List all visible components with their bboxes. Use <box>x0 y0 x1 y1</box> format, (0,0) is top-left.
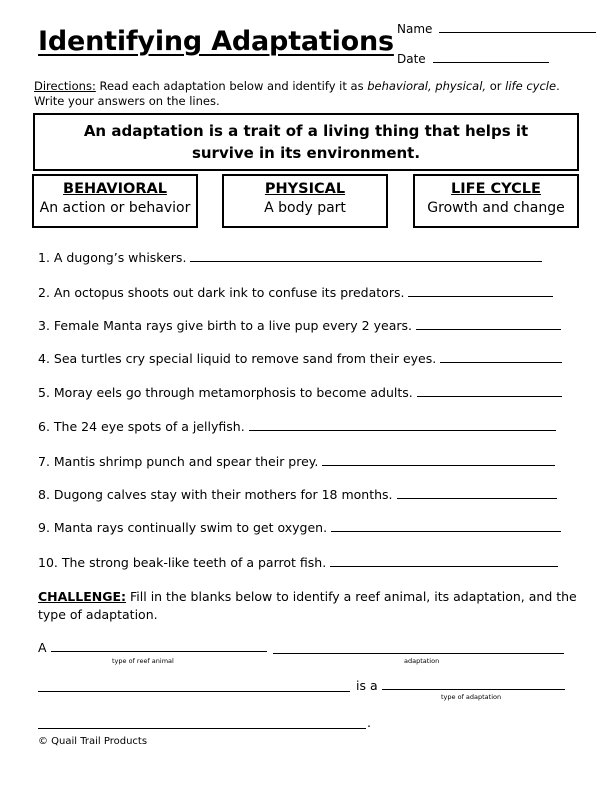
answer-line[interactable] <box>322 465 555 466</box>
name-field <box>397 22 596 36</box>
answer-line[interactable] <box>331 531 561 532</box>
question-5 <box>38 385 562 400</box>
caption-type: type of adaptation <box>441 693 502 701</box>
question-9 <box>38 520 561 535</box>
challenge <box>38 588 578 624</box>
fill-a: A <box>38 640 47 655</box>
fill-row-2 <box>356 678 565 693</box>
date-blank[interactable] <box>433 62 549 63</box>
fill-period: . <box>367 715 371 730</box>
answer-line[interactable] <box>249 430 556 431</box>
final-blank[interactable] <box>38 728 366 729</box>
category-desc: An action or behavior <box>39 200 191 216</box>
question-text: 6. The 24 eye spots of a jellyfish. <box>38 419 245 434</box>
answer-line[interactable] <box>397 498 557 499</box>
definition-box <box>33 113 579 171</box>
answer-line[interactable] <box>190 261 542 262</box>
answer-line[interactable] <box>416 329 561 330</box>
reef-animal-blank[interactable] <box>51 651 267 652</box>
question-6 <box>38 419 556 434</box>
directions-label: Directions: <box>34 79 96 93</box>
category-title: BEHAVIORAL <box>63 181 167 197</box>
challenge-label: CHALLENGE: <box>38 589 127 604</box>
category-title: PHYSICAL <box>264 181 346 197</box>
category-desc: Growth and change <box>427 200 565 216</box>
question-4 <box>38 351 562 366</box>
directions <box>34 79 584 109</box>
question-3 <box>38 318 561 333</box>
answer-line[interactable] <box>408 296 553 297</box>
directions-term: behavioral, physical, <box>367 79 487 93</box>
question-7 <box>38 454 555 469</box>
directions-text: . Write your answers on the lines. <box>34 79 560 108</box>
fill-row-1 <box>38 640 267 655</box>
question-text: 3. Female Manta rays give birth to a live pup every 2 years. <box>38 318 412 333</box>
definition-text: An adaptation is a trait of a living thing that helps it survive in its environment. <box>83 122 529 162</box>
question-text: 5. Moray eels go through metamorphosis to become adults. <box>38 385 413 400</box>
question-1 <box>38 250 542 265</box>
question-text: 7. Mantis shrimp punch and spear their prey. <box>38 454 319 469</box>
page-title: Identifying Adaptations <box>38 26 394 57</box>
caption-adaptation: adaptation <box>404 657 440 665</box>
question-text: 9. Manta rays continually swim to get oxygen. <box>38 520 328 535</box>
question-text: 8. Dugong calves stay with their mothers for 18 months. <box>38 487 393 502</box>
caption-reef-animal: type of reef animal <box>112 657 174 665</box>
type-blank[interactable] <box>382 689 565 690</box>
question-2 <box>38 285 553 300</box>
challenge-text: Fill in the blanks below to identify a reef animal, its adaptation, and the type of adaptation. <box>38 589 577 622</box>
date-field <box>397 52 549 66</box>
name-label: Name <box>397 22 433 36</box>
answer-line[interactable] <box>417 396 562 397</box>
category-desc: A body part <box>264 200 346 216</box>
footer-copyright: © Quail Trail Products <box>38 736 148 747</box>
directions-text: or <box>486 79 506 93</box>
category-behavioral <box>32 174 198 228</box>
category-title: LIFE CYCLE <box>451 181 541 197</box>
directions-term: life cycle <box>505 79 557 93</box>
category-physical <box>222 174 388 228</box>
question-text: 4. Sea turtles cry special liquid to remove sand from their eyes. <box>38 351 437 366</box>
adaptation-blank-2[interactable] <box>38 691 350 692</box>
adaptation-blank[interactable] <box>273 653 564 654</box>
answer-line[interactable] <box>330 566 558 567</box>
date-label: Date <box>397 52 426 66</box>
answer-line[interactable] <box>440 362 562 363</box>
fill-is-a: is a <box>356 678 378 693</box>
question-text: 2. An octopus shoots out dark ink to confuse its predators. <box>38 285 405 300</box>
question-8 <box>38 487 557 502</box>
question-text: 10. The strong beak-like teeth of a parrot fish. <box>38 555 327 570</box>
question-text: 1. A dugong’s whiskers. <box>38 250 187 265</box>
question-10 <box>38 555 558 570</box>
category-life-cycle <box>413 174 579 228</box>
name-blank[interactable] <box>439 32 596 33</box>
directions-text: Read each adaptation below and identify it as <box>95 79 368 93</box>
